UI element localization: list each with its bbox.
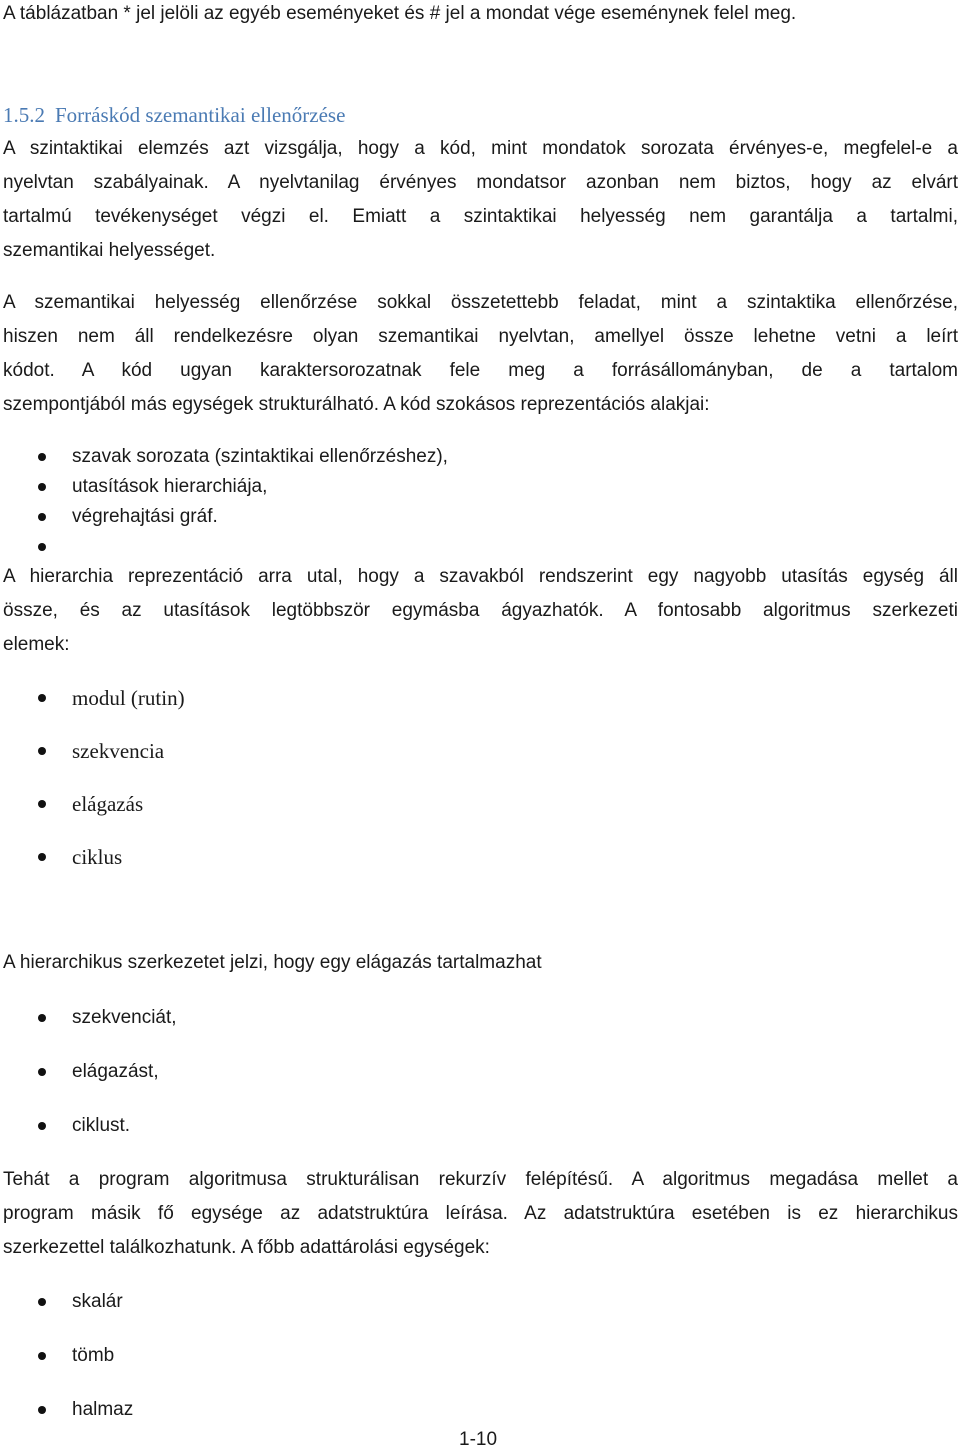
bullet-icon: [38, 1068, 46, 1076]
list-item: skalár: [72, 1291, 123, 1312]
bullet-icon: [38, 543, 46, 551]
bullet-icon: [38, 1406, 46, 1414]
list-item: elágazást,: [72, 1061, 159, 1082]
paragraph-line: szerkezettel találkozhatunk. A főbb adattárolási egységek:: [3, 1237, 490, 1258]
list-item: szekvencia: [72, 739, 165, 763]
bullet-icon: [38, 1122, 46, 1130]
list-item: modul (rutin): [72, 686, 185, 710]
bullet-icon: [38, 1298, 46, 1306]
list-item: ciklust.: [72, 1115, 131, 1136]
list-item: utasítások hierarchiája,: [72, 476, 268, 497]
paragraph-line: hiszen nem áll rendelkezésre olyan szemantikai nyelvtan, amellyel össze lehetne vetni a leírt: [3, 326, 958, 347]
intro-line: A táblázatban * jel jelöli az egyéb eseményeket és # jel a mondat vége eseménynek felel meg.: [3, 3, 797, 24]
list-item: szekvenciát,: [72, 1007, 177, 1028]
bullet-icon: [38, 453, 46, 461]
bullet-icon: [38, 1014, 46, 1022]
bullet-icon: [38, 1352, 46, 1360]
list-item: ciklus: [72, 845, 123, 869]
list-item: elágazás: [72, 792, 144, 816]
bullet-icon: [38, 483, 46, 491]
bullet-icon: [38, 694, 46, 702]
paragraph-line: szemantikai helyességet.: [3, 240, 216, 261]
section-title: Forráskód szemantikai ellenőrzése: [55, 103, 346, 127]
paragraph-line: program másik fő egysége az adatstruktúra leírása. Az adatstruktúra esetében is ez hierarchikus: [3, 1203, 958, 1224]
section-heading: [3, 104, 345, 126]
paragraph-line: A hierarchia reprezentáció arra utal, hogy a szavakból rendszerint egy nagyobb utasítás egység áll: [3, 566, 958, 587]
paragraph-line: A szintaktikai elemzés azt vizsgálja, hogy a kód, mint mondatok sorozata érvényes-e, megfelel-e a: [3, 138, 958, 159]
bullet-icon: [38, 513, 46, 521]
paragraph-line: tartalmú tevékenységet végzi el. Emiatt a szintaktikai helyesség nem garantálja a tartalmi,: [3, 206, 958, 227]
list-item: tömb: [72, 1345, 115, 1366]
list-item: halmaz: [72, 1399, 134, 1420]
paragraph-line: nyelvtan szabályainak. A nyelvtanilag érvényes mondatsor azonban nem biztos, hogy az elvárt: [3, 172, 958, 193]
bullet-icon: [38, 800, 46, 808]
page-number: 1-10: [459, 1429, 498, 1450]
paragraph-line: A hierarchikus szerkezetet jelzi, hogy egy elágazás tartalmazhat: [3, 952, 542, 973]
paragraph-line: Tehát a program algoritmusa strukturálisan rekurzív felépítésű. A algoritmus megadása mellet a: [3, 1169, 958, 1190]
list-item: szavak sorozata (szintaktikai ellenőrzéshez),: [72, 446, 448, 467]
paragraph-line: elemek:: [3, 634, 70, 655]
paragraph-line: össze, és az utasítások legtöbbször egymásba ágyazhatók. A fontosabb algoritmus szerkezeti: [3, 600, 958, 621]
bullet-icon: [38, 853, 46, 861]
paragraph-line: A szemantikai helyesség ellenőrzése sokkal összetettebb feladat, mint a szintaktika ellenőrzése,: [3, 292, 958, 313]
paragraph-line: kódot. A kód ugyan karaktersorozatnak fele meg a forrásállományban, de a tartalom: [3, 360, 958, 381]
bullet-icon: [38, 747, 46, 755]
paragraph-line: szempontjából más egységek strukturálható. A kód szokásos reprezentációs alakjai:: [3, 394, 710, 415]
list-item: végrehajtási gráf.: [72, 506, 218, 527]
section-number: 1.5.2: [3, 103, 45, 127]
